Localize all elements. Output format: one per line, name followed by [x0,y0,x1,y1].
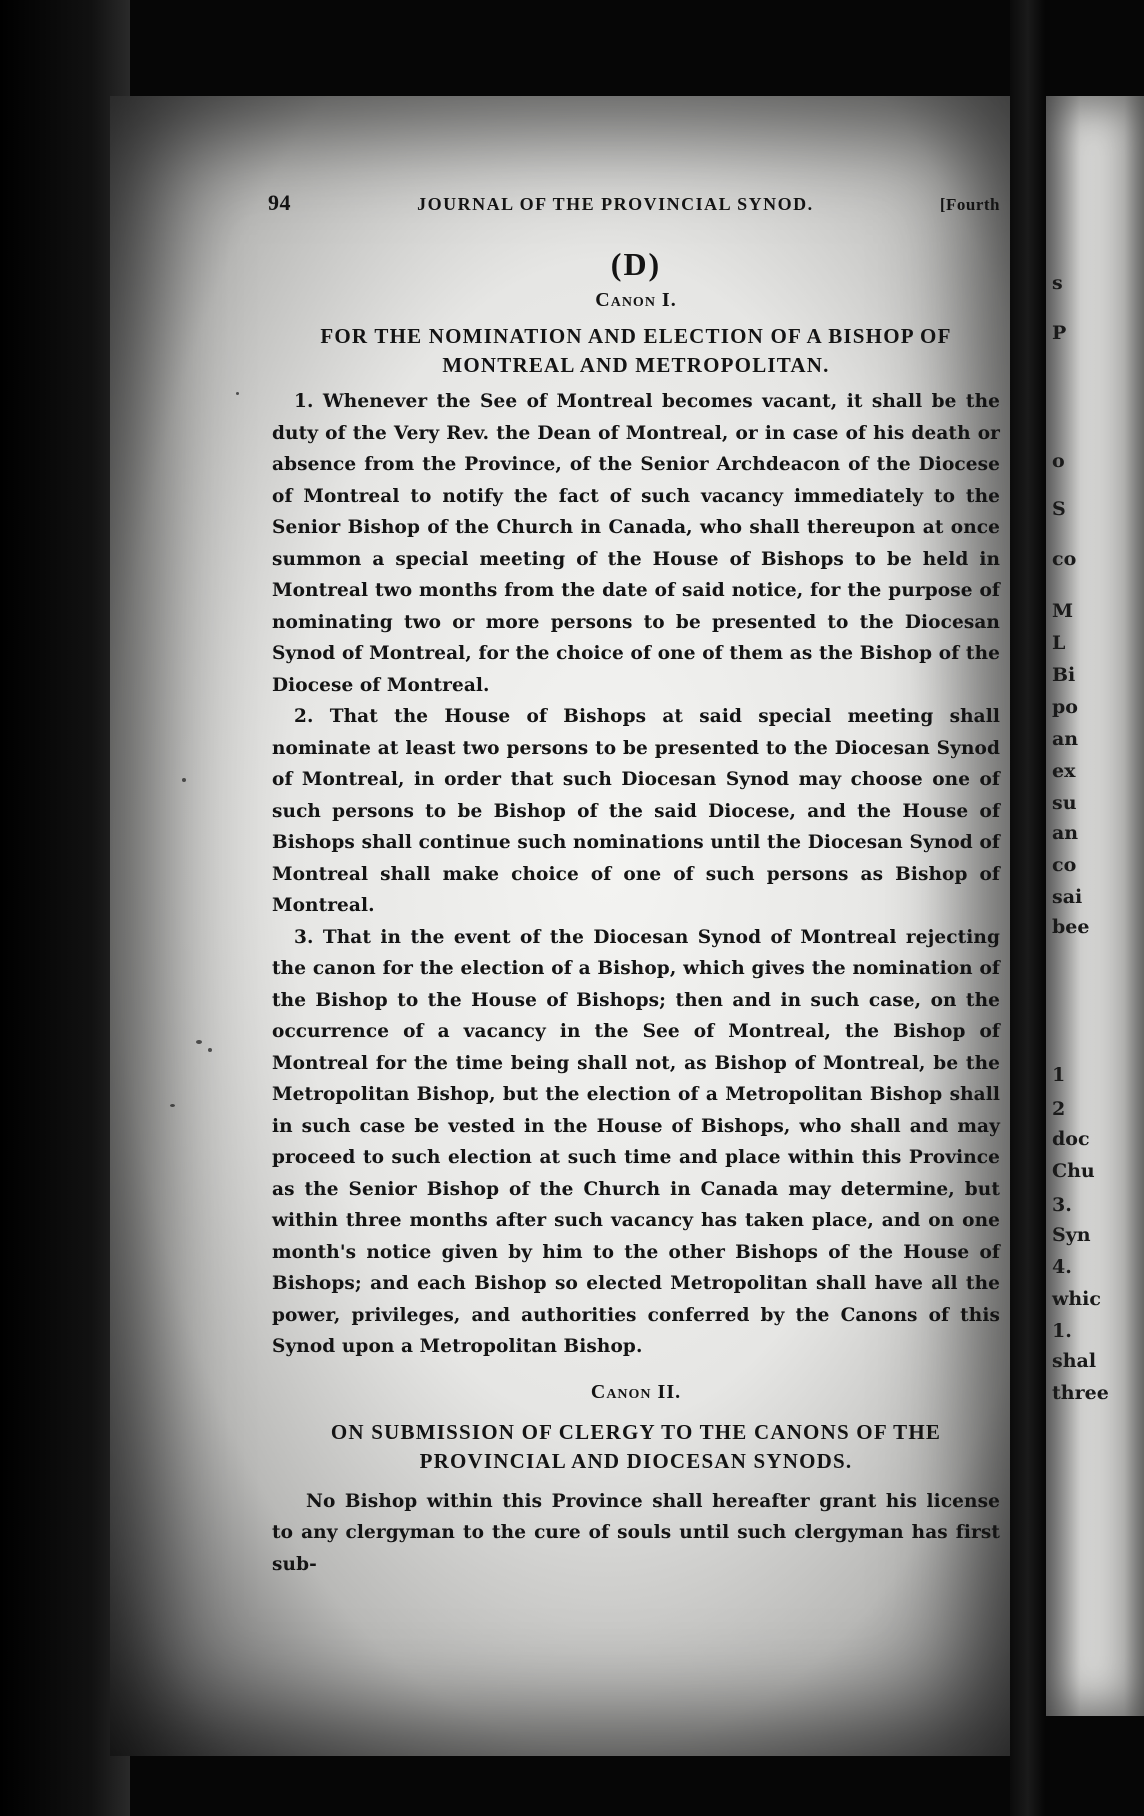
canon-1-title: FOR THE NOMINATION AND ELECTION OF A BISHOP OF MONTREAL AND METROPOLITAN. [320,324,952,377]
facing-page-fragment: sai [1052,886,1083,908]
facing-page-fragment: an [1052,728,1079,750]
scan-speck [170,1104,175,1107]
canon-1-paragraph-3: 3. That in the event of the Diocesan Synod of Montreal rejecting the canon for the election of a Bishop, which gives the nomination of the Bishop to the House of Bishops; then and in such case, on the occurrence of a vacancy in the See of Montreal, the Bishop of Montreal for the time being shall not, as Bishop of Montreal, be the Metropolitan Bishop, but the election of a Metropolitan Bishop shall in such case be vested in the House of Bishops, who shall and may proceed to such election at such time and place within this Province as the Senior Bishop of the Church in Canada may determine, but within three months after such vacancy has taken place, and on one month's notice given by him to the other Bishops of the House of Bishops; and each Bishop so elected Metropolitan shall have all the power, privileges, and authorities conferred by the Canons of this Synod upon a Metropolitan Bishop. [272,926,1000,1357]
facing-page-edge [1046,96,1144,1716]
page-text-block [268,190,1000,1580]
facing-page-fragment: Bi [1052,664,1076,686]
scan-speck [236,392,239,395]
facing-page-fragment: shal [1052,1350,1097,1372]
scan-speck [208,1048,212,1052]
appendix-letter: (D) [610,246,662,282]
facing-page-fragment: 2 [1052,1098,1066,1120]
canon-2-body: No Bishop within this Province shall hereafter grant his license to any clergyman to the cure of souls until such clergyman has first sub- [272,1490,1000,1575]
facing-page-fragment: M [1052,600,1074,622]
facing-page-fragment: o [1052,450,1065,472]
scan-speck [196,1040,202,1044]
page-number: 94 [268,190,291,215]
facing-page-fragment: doc [1052,1128,1090,1150]
canon-1-paragraph-1: 1. Whenever the See of Montreal becomes vacant, it shall be the duty of the Very Rev. the Dean of Montreal, or in case of his death or absence from the Province, of the Senior Archdeacon of the Diocese of Montreal to notify the fact of such vacancy immediately to the Senior Bishop of the Church in Canada, who shall thereupon at once summon a special meeting of the House of Bishops to be held in Montreal two months from the date of said notice, for the purpose of nominating two or more persons to be presented to the Diocesan Synod of Montreal, for the choice of one of them as the Bishop of the Diocese of Montreal. [272,391,1000,696]
canon-1-paragraph-2: 2. That the House of Bishops at said special meeting shall nominate at least two persons to be presented to the Diocesan Synod of Montreal, in order that such Diocesan Synod may choose one of such persons to be Bishop of the said Diocese, and the House of Bishops shall continue such nominations until the Diocesan Synod of Montreal shall make choice of one of such persons as Bishop of Montreal. [272,706,1000,916]
facing-page-fragment: 1 [1052,1064,1066,1086]
facing-page-fragment: three [1052,1382,1109,1404]
facing-page-fragment: S [1052,498,1066,520]
facing-page-fragment: 3. [1052,1194,1072,1216]
running-head [268,190,1000,216]
scan-speck [182,778,186,782]
facing-page-fragment: Syn [1052,1224,1091,1246]
facing-page-fragment: 1. [1052,1320,1072,1342]
facing-page-fragment: co [1052,548,1077,570]
facing-page-fragment: L [1052,632,1066,654]
facing-page-fragment: su [1052,792,1077,814]
page-gutter [1010,0,1046,1816]
edition-tag: [Fourth [939,195,1000,214]
facing-page-fragment: ex [1052,760,1076,782]
facing-page-fragment: Chu [1052,1160,1095,1182]
facing-page-fragment: s [1052,272,1063,294]
facing-page-fragment: whic [1052,1288,1101,1310]
facing-page-fragment: P [1052,322,1067,344]
facing-page-fragment: bee [1052,916,1090,938]
journal-title: JOURNAL OF THE PROVINCIAL SYNOD. [417,194,814,214]
canon-1-number: Canon I. [595,289,677,311]
facing-page-fragment: co [1052,854,1077,876]
facing-page-fragment: po [1052,696,1078,718]
canon-2-title: ON SUBMISSION OF CLERGY TO THE CANONS OF THE PROVINCIAL AND DIOCESAN SYNODS. [330,1419,942,1473]
facing-page-fragment: an [1052,822,1079,844]
facing-page-fragment: 4. [1052,1256,1072,1278]
canon-2-number: Canon II. [590,1380,682,1403]
